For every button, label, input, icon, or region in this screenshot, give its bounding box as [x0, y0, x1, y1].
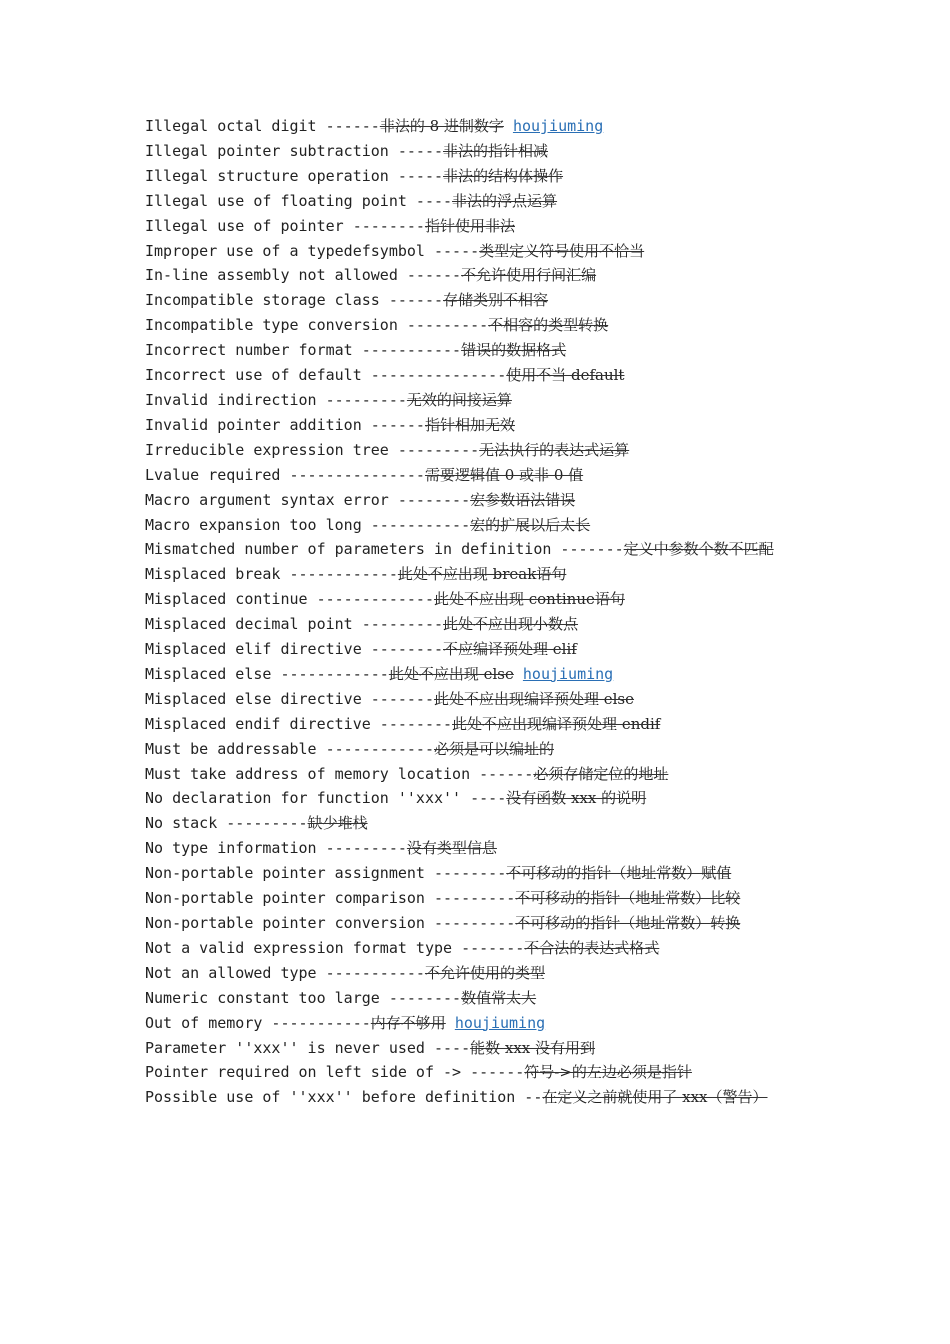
error-entry	[145, 388, 810, 413]
error-message-english: No type information ---------	[145, 839, 407, 858]
error-message-english: No stack ---------	[145, 814, 308, 833]
error-message-chinese: 在定义之前就使用了 xxx（警告）	[542, 1088, 768, 1107]
error-message-english: Pointer required on left side of -> ------	[145, 1063, 525, 1082]
document-page	[145, 114, 810, 1110]
error-entry	[145, 737, 810, 762]
error-entry	[145, 861, 810, 886]
author-link[interactable]: houjiuming	[512, 117, 604, 135]
error-entry	[145, 1060, 810, 1085]
error-message-chinese: 定义中参数个数不匹配	[623, 540, 774, 559]
error-message-chinese: 非法的指针相减	[443, 141, 549, 160]
error-entry	[145, 288, 810, 313]
error-entry	[145, 587, 810, 612]
error-message-chinese: 必须存储定位的地址	[533, 764, 669, 783]
error-message-english: Misplaced else ------------	[145, 664, 389, 683]
error-message-chinese: 数值常太大	[461, 988, 537, 1007]
error-message-chinese: 宏的扩展以后太长	[470, 515, 591, 534]
author-link[interactable]: houjiuming	[454, 1013, 546, 1032]
error-message-chinese: 非法的结构体操作	[443, 166, 564, 185]
error-entry	[145, 687, 810, 712]
error-message-english: Misplaced endif directive --------	[145, 714, 453, 733]
error-message-chinese: 不可移动的指针（地址常数）赋值	[506, 864, 732, 883]
error-message-chinese: 此处不应出现 else	[388, 664, 514, 683]
error-message-chinese: 必须是可以编址的	[433, 739, 554, 758]
error-message-english: Invalid pointer addition ------	[145, 415, 425, 434]
error-entry	[145, 363, 810, 388]
error-entry	[145, 239, 810, 264]
error-entry	[145, 139, 810, 164]
error-message-english: Macro expansion too long -----------	[145, 515, 471, 534]
error-entry	[145, 313, 810, 338]
error-message-english: Mismatched number of parameters in definition -------	[145, 540, 624, 559]
error-entry	[145, 811, 810, 836]
error-message-chinese: 缺少堆栈	[307, 814, 368, 833]
error-entry	[145, 662, 810, 687]
error-message-chinese: 能数 xxx 没有用到	[470, 1038, 596, 1057]
error-message-english: Incorrect use of default ---------------	[145, 366, 507, 385]
error-message-english: Illegal octal digit ------	[145, 117, 380, 135]
error-message-english: Out of memory -----------	[145, 1013, 371, 1032]
error-message-english: Non-portable pointer assignment --------	[145, 864, 507, 883]
error-message-chinese: 此处不应出现编译预处理 endif	[452, 714, 661, 733]
error-message-chinese: 错误的数据格式	[461, 341, 567, 360]
error-entry	[145, 338, 810, 363]
error-message-english: Parameter ''xxx'' is never used ----	[145, 1038, 471, 1057]
error-entry	[145, 189, 810, 214]
error-message-english: Invalid indirection ---------	[145, 390, 407, 409]
error-message-english: Improper use of a typedefsymbol -----	[145, 241, 480, 260]
error-entry	[145, 886, 810, 911]
error-message-chinese: 内存不够用	[370, 1013, 446, 1032]
error-message-chinese: 不合法的表达式格式	[524, 938, 660, 957]
error-entry	[145, 1011, 810, 1036]
error-message-english: Irreducible expression tree ---------	[145, 440, 480, 459]
error-message-english: Misplaced continue -------------	[145, 590, 434, 609]
error-message-english: Misplaced else directive -------	[145, 689, 434, 708]
error-entry	[145, 488, 810, 513]
error-message-chinese: 此处不应出现编译预处理 else	[433, 689, 635, 708]
error-message-chinese: 存储类别不相容	[443, 291, 549, 310]
error-entry	[145, 537, 810, 562]
author-link[interactable]: houjiuming	[522, 664, 614, 683]
error-entry	[145, 612, 810, 637]
error-message-chinese: 类型定义符号使用不恰当	[479, 241, 645, 260]
error-message-chinese: 不应编译预处理 elif	[443, 640, 577, 659]
error-entry	[145, 1085, 810, 1110]
error-message-chinese: 不允许使用行间汇编	[461, 266, 597, 285]
error-message-english: Not a valid expression format type -------	[145, 938, 525, 957]
error-message-english: Not an allowed type -----------	[145, 963, 425, 982]
error-message-english: Incorrect number format -----------	[145, 341, 462, 360]
error-message-chinese: 不允许使用的类型	[424, 963, 545, 982]
error-entry	[145, 438, 810, 463]
error-entry	[145, 762, 810, 787]
error-entry	[145, 836, 810, 861]
error-message-chinese: 此处不应出现小数点	[443, 615, 579, 634]
error-entry	[145, 911, 810, 936]
error-entry	[145, 463, 810, 488]
error-message-english: Must be addressable ------------	[145, 739, 434, 758]
error-message-chinese: 非法的 8 进制数字	[379, 117, 504, 135]
error-entry	[145, 712, 810, 737]
error-message-english: Misplaced elif directive --------	[145, 640, 444, 659]
error-message-english: Non-portable pointer comparison ---------	[145, 889, 516, 908]
error-entry	[145, 961, 810, 986]
error-message-english: Numeric constant too large --------	[145, 988, 462, 1007]
error-entry	[145, 164, 810, 189]
error-message-english: No declaration for function ''xxx'' ----	[145, 789, 507, 808]
error-message-english: Possible use of ''xxx'' before definition --	[145, 1088, 543, 1107]
error-message-english: Misplaced decimal point ---------	[145, 615, 444, 634]
error-entry	[145, 214, 810, 239]
error-entry	[145, 637, 810, 662]
error-message-english: Non-portable pointer conversion ---------	[145, 914, 516, 932]
error-entry	[145, 513, 810, 538]
error-message-english: Lvalue required ---------------	[145, 465, 425, 484]
error-entry	[145, 786, 810, 811]
error-message-english: Misplaced break ------------	[145, 565, 398, 584]
error-entry	[145, 263, 810, 288]
error-message-chinese: 宏参数语法错误	[470, 490, 576, 509]
error-message-chinese: 无效的间接运算	[406, 390, 512, 409]
error-message-english: Incompatible type conversion ---------	[145, 316, 489, 335]
error-message-english: Illegal structure operation -----	[145, 166, 444, 185]
error-message-chinese: 没有函数 xxx 的说明	[506, 789, 647, 808]
error-message-chinese: 指针相加无效	[424, 415, 515, 434]
error-message-chinese: 无法执行的表达式运算	[479, 440, 630, 459]
error-message-chinese: 不可移动的指针（地址常数）转换	[515, 914, 741, 932]
error-message-chinese: 不相容的类型转换	[488, 316, 609, 335]
error-message-chinese: 此处不应出现 continue语句	[433, 590, 625, 609]
error-entry	[145, 936, 810, 961]
error-message-chinese: 符号->的左边必须是指针	[524, 1063, 692, 1082]
error-message-english: Illegal use of floating point ----	[145, 191, 453, 210]
error-message-chinese: 使用不当 default	[506, 366, 625, 385]
error-message-english: Macro argument syntax error --------	[145, 490, 471, 509]
error-entry	[145, 986, 810, 1011]
error-message-english: Illegal use of pointer --------	[145, 216, 425, 235]
error-message-chinese: 不可移动的指针（地址常数）比较	[515, 889, 741, 908]
error-message-chinese: 非法的浮点运算	[452, 191, 558, 210]
error-message-chinese: 没有类型信息	[406, 839, 497, 858]
error-entry	[145, 114, 810, 139]
error-message-english: In-line assembly not allowed ------	[145, 266, 462, 285]
error-message-english: Incompatible storage class ------	[145, 291, 444, 310]
error-message-english: Must take address of memory location ------	[145, 764, 534, 783]
error-message-chinese: 此处不应出现 break语句	[397, 565, 567, 584]
error-entry	[145, 413, 810, 438]
error-message-english: Illegal pointer subtraction -----	[145, 141, 444, 160]
error-message-chinese: 需要逻辑值 0 或非 0 值	[424, 465, 584, 484]
error-message-chinese: 指针使用非法	[424, 216, 515, 235]
error-entry	[145, 562, 810, 587]
error-entry	[145, 1036, 810, 1061]
